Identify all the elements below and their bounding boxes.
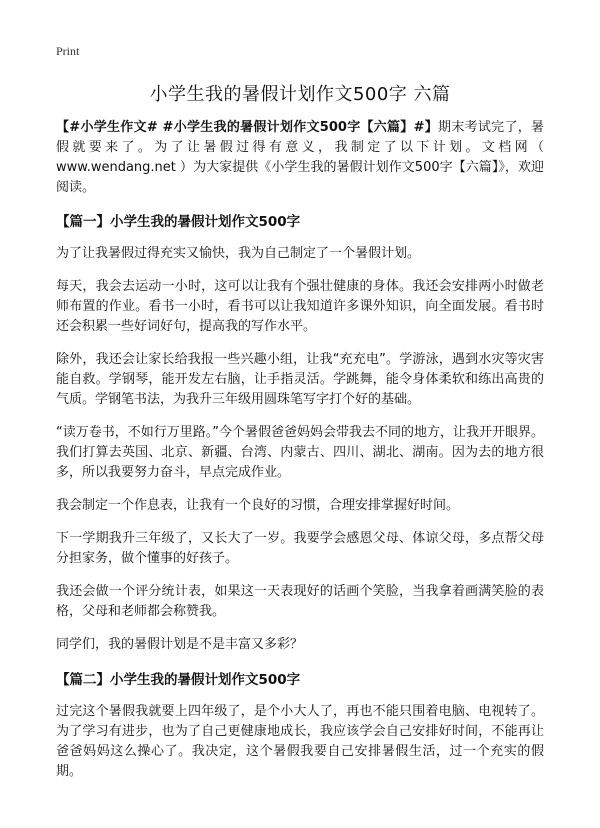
paragraph: 同学们，我的暑假计划是不是丰富又多彩？ (56, 637, 304, 652)
print-label: Print (56, 44, 80, 58)
intro-text: 期末考试完了，暑假就要来了。为了让暑假过得有意义，我制定了以下计划。文档网（ www.wendang.net ）为大家提供《小学生我的暑假计划作文500字【六篇】》，欢迎阅读。 (56, 120, 544, 195)
intro-paragraph (56, 118, 544, 198)
article-body (56, 118, 544, 795)
paragraph: 每天，我会去运动一小时，这可以让我有个强壮健康的身体。我还会安排两小时做老师布置的作业。看书一小时，看书可以让我知道许多课外知识，向全面发展。看书时还会积累一些好词好句，提高我的写作水平。 (56, 279, 544, 334)
intro-tags: 【#小学生作文# #小学生我的暑假计划作文500字【六篇】#】 (56, 120, 439, 135)
section-heading: 【篇一】小学生我的暑假计划作文500字 (56, 214, 301, 230)
paragraph: 除外，我还会让家长给我报一些兴趣小组，让我“充充电”。学游泳，遇到水灾等灾害能自救。学钢琴，能开发左右脑，让手指灵活。学跳舞，能令身体柔软和练出高贵的气质。学钢笔书法，为我升三年级用圆珠笔写字打个好的基础。 (56, 352, 544, 407)
paragraph: “读万卷书，不如行万里路。”今个暑假爸爸妈妈会带我去不同的地方，让我开开眼界。我们打算去英国、北京、新疆、台湾、内蒙古、四川、湖北、湖南。因为去的地方很多，所以我要努力奋斗，早点完成作业。 (56, 425, 544, 480)
paragraph: 我还会做一个评分统计表，如果这一天表现好的话画个笑脸，当我拿着画满笑脸的表格，父母和老师都会称赞我。 (56, 584, 544, 619)
page-title: 小学生我的暑假计划作文500字 六篇 (149, 84, 451, 105)
paragraph: 下一学期我升三年级了，又长大了一岁。我要学会感恩父母、体谅父母，多点帮父母分担家务，做个懂事的好孩子。 (56, 531, 544, 566)
section-heading: 【篇二】小学生我的暑假计划作文500字 (56, 672, 301, 688)
paragraph: 过完这个暑假我就要上四年级了，是个小大人了，再也不能只围着电脑、电视转了。为了学习有进步，也为了自己更健康地成长，我应该学会自己安排好时间，不能再让爸爸妈妈这么操心了。我决定，这个暑假我要自己安排暑假生活，过一个充实的假期。 (56, 704, 544, 779)
paragraph: 为了让我暑假过得充实又愉快，我为自己制定了一个暑假计划。 (56, 246, 421, 261)
paragraph: 我会制定一个作息表，让我有一个良好的习惯，合理安排掌握好时间。 (56, 498, 460, 513)
